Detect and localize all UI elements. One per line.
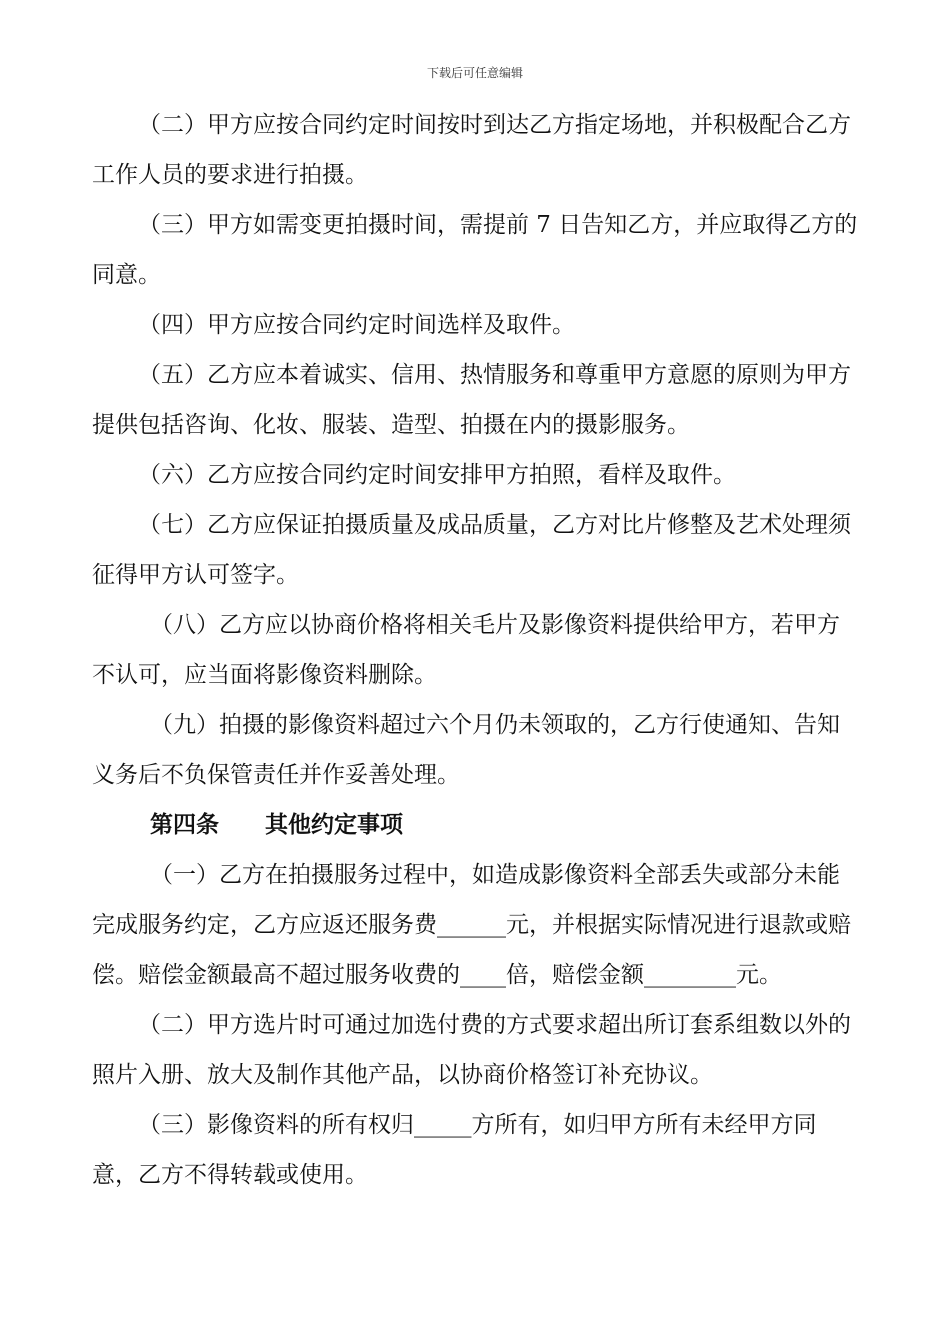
section-heading: [92, 800, 862, 850]
article4-clause-1: （一）乙方在拍摄服务过程中，如造成影像资料全部丢失或部分未能完成服务约定，乙方应返还服务费______元，并根据实际情况进行退款或赔偿。赔偿金额最高不超过服务收费的____倍，赔偿金额________元。: [92, 862, 851, 988]
clause-2: （二）甲方应按合同约定时间按时到达乙方指定场地，并积极配合乙方工作人员的要求进行拍摄。: [92, 112, 851, 188]
clause-3: （三）甲方如需变更拍摄时间，需提前 7 日告知乙方，并应取得乙方的同意。: [92, 212, 858, 288]
clause-8: （八）乙方应以协商价格将相关毛片及影像资料提供给甲方，若甲方不认可，应当面将影像资料删除。: [92, 612, 840, 688]
clause-6: （六）乙方应按合同约定时间安排甲方拍照，看样及取件。: [138, 462, 736, 488]
clause-9: （九）拍摄的影像资料超过六个月仍未领取的，乙方行使通知、告知义务后不负保管责任并作妥善处理。: [92, 712, 840, 788]
section-title: 其他约定事项: [265, 811, 403, 838]
article4-clause-3: （三）影像资料的所有权归_____方所有，如归甲方所有未经甲方同意，乙方不得转载或使用。: [92, 1112, 817, 1188]
clause-4: （四）甲方应按合同约定时间选样及取件。: [138, 312, 575, 338]
article4-clause-2: （二）甲方选片时可通过加选付费的方式要求超出所订套系组数以外的照片入册、放大及制作其他产品，以协商价格签订补充协议。: [92, 1012, 851, 1088]
document-body: [92, 100, 862, 1200]
clause-7: （七）乙方应保证拍摄质量及成品质量，乙方对比片修整及艺术处理须征得甲方认可签字。: [92, 512, 851, 588]
clause-5: （五）乙方应本着诚实、信用、热情服务和尊重甲方意愿的原则为甲方提供包括咨询、化妆、服装、造型、拍摄在内的摄影服务。: [92, 362, 851, 438]
page-header: 下载后可任意编辑: [426, 66, 523, 80]
section-number: 第四条: [150, 811, 219, 838]
